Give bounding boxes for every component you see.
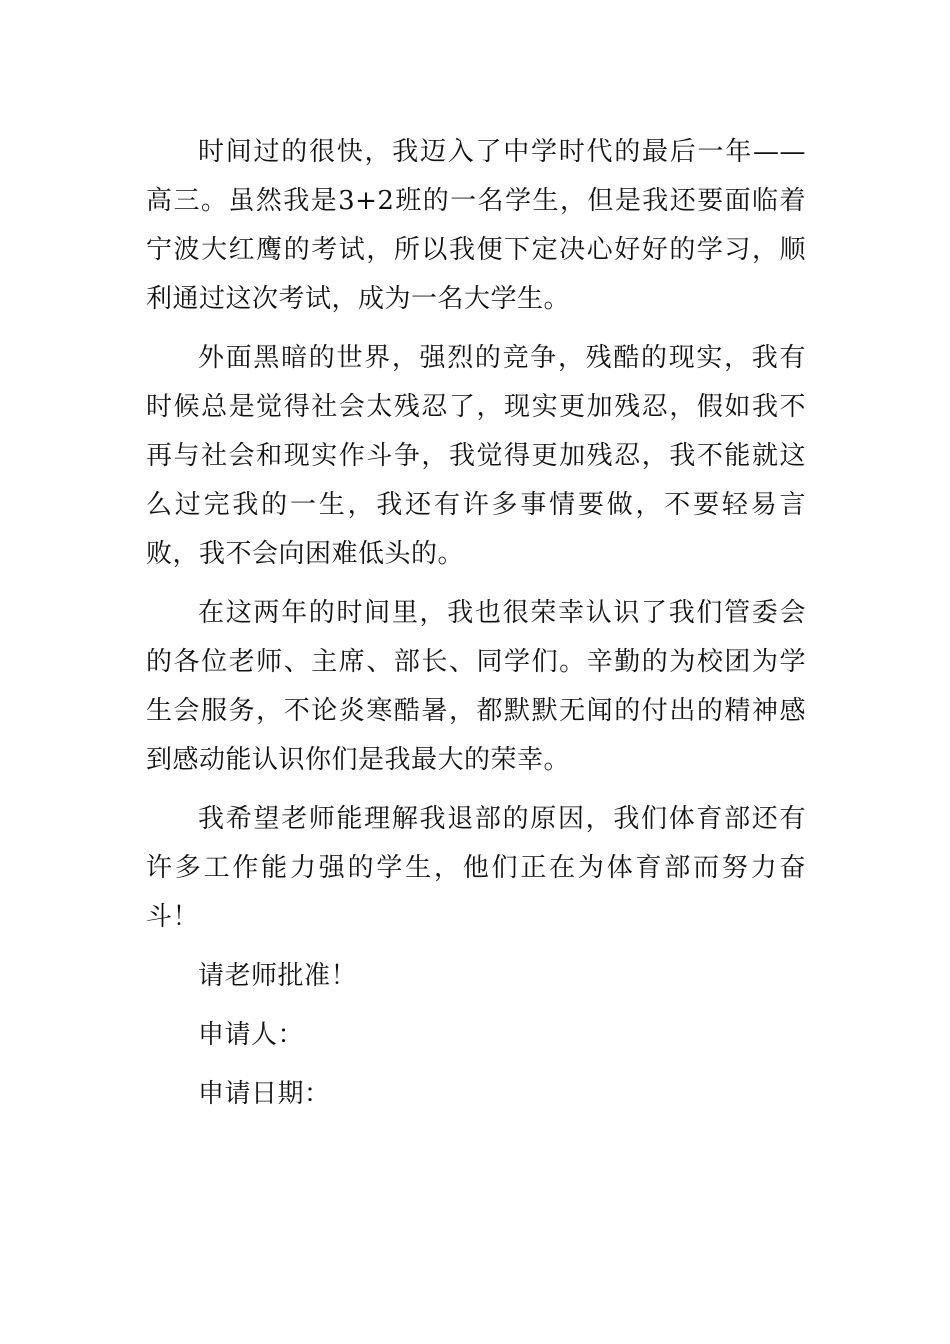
- paragraph-2: 外面黑暗的世界，强烈的竞争，残酷的现实，我有时候总是觉得社会太残忍了，现实更加残忍，假如我不再与社会和现实作斗争，我觉得更加残忍，我不能就这么过完我的一生，我还有许多事情要做，不要轻易言败，我不会向困难低头的。: [146, 343, 806, 569]
- document-body: [146, 128, 806, 1129]
- paragraph-4: 我希望老师能理解我退部的原因，我们体育部还有许多工作能力强的学生，他们正在为体育部而努力奋斗！: [146, 804, 806, 932]
- paragraph-3: 在这两年的时间里，我也很荣幸认识了我们管委会的各位老师、主席、部长、同学们。辛勤的为校团为学生会服务，不论炎寒酷暑，都默默无闻的付出的精神感到感动能认识你们是我最大的荣幸。: [146, 598, 806, 775]
- closing-line: 请老师批准！: [198, 961, 358, 991]
- paragraph-1: 时间过的很快，我迈入了中学时代的最后一年——高三。虽然我是3+2班的一名学生，但是我还要面临着宁波大红鹰的考试，所以我便下定决心好好的学习，顺利通过这次考试，成为一名大学生。: [146, 137, 806, 314]
- date-label: 申请日期：: [198, 1079, 331, 1109]
- applicant-label: 申请人：: [198, 1020, 305, 1050]
